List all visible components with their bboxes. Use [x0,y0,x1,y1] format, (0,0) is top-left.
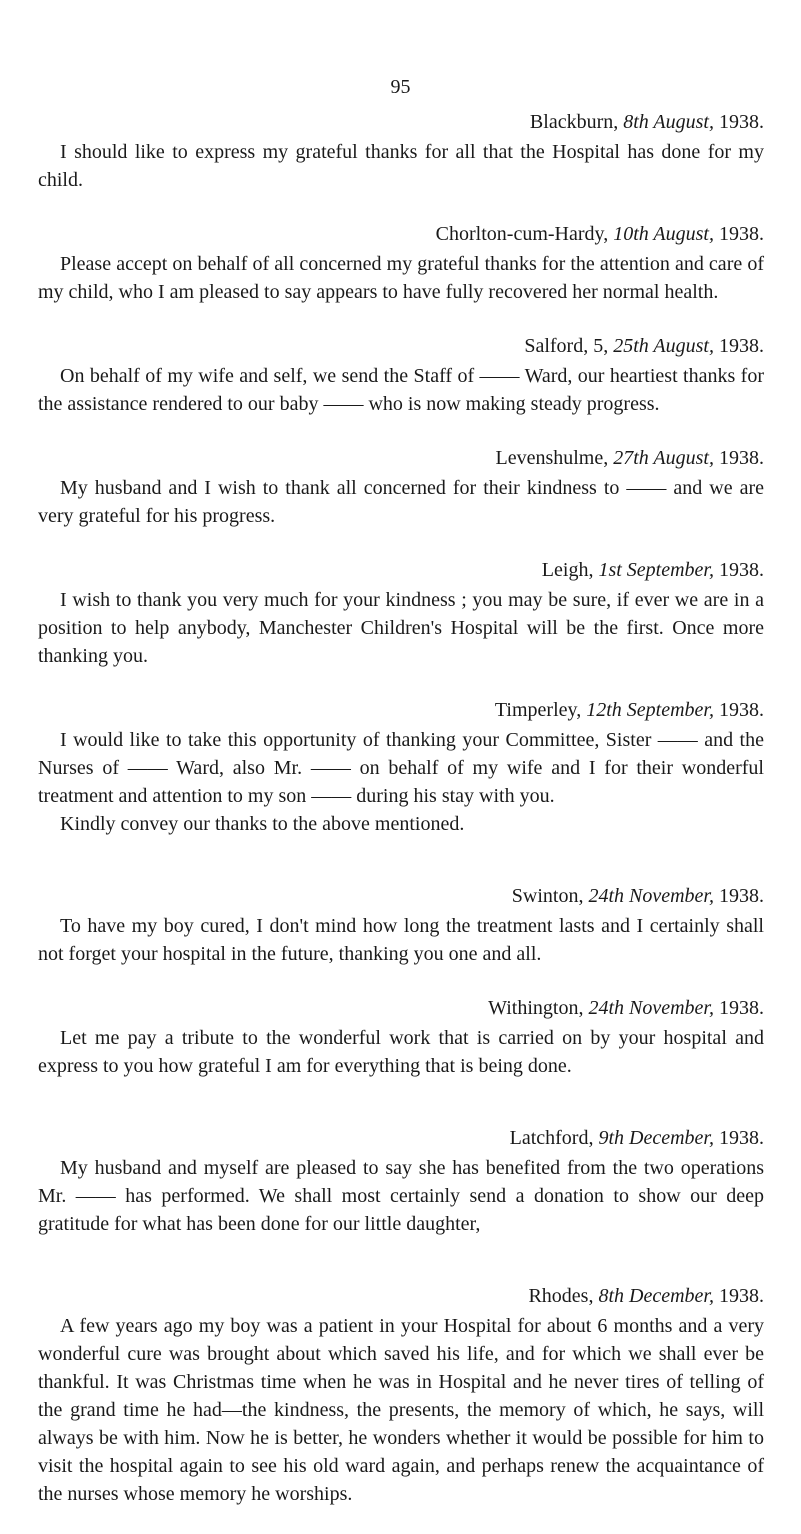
letter [38,696,764,838]
letter-date: 24th November, [588,997,714,1019]
letter-place: Latchford, [509,1127,594,1149]
letter [38,994,764,1080]
letter-date: 9th December, [598,1127,714,1149]
letter [38,1282,764,1508]
letter-year: 1938. [719,111,764,133]
letter-date: 12th September, [586,699,714,721]
letter-date: 27th August, [613,447,714,469]
letter-year: 1938. [719,885,764,907]
letter-date: 8th December, [598,1285,714,1307]
letter-paragraph: Please accept on behalf of all concerned my grateful thanks for the attention and care of my child, who I am pleased to say appears to have fully recovered her normal health. [38,253,764,303]
letter-year: 1938. [719,699,764,721]
letter-year: 1938. [719,223,764,245]
letter-heading [38,1282,764,1310]
letter-heading [38,220,764,248]
letter-place: Rhodes, [528,1285,594,1307]
letter-paragraph: Let me pay a tribute to the wonderful work that is carried on by your hospital and express to you how grateful I am for everything that is being done. [38,1027,764,1077]
letter-year: 1938. [719,447,764,469]
letter-heading [38,882,764,910]
letter [38,1124,764,1238]
letter-heading [38,1124,764,1152]
letter-heading [38,556,764,584]
letter-heading [38,444,764,472]
letter-place: Blackburn, [529,111,619,133]
letter-heading [38,696,764,724]
letter-date: 10th August, [613,223,714,245]
letter-heading [38,332,764,360]
letter [38,220,764,306]
letter-place: Chorlton-cum-Hardy, [435,223,609,245]
letter-year: 1938. [719,1285,764,1307]
letter-year: 1938. [719,997,764,1019]
letter-paragraph: I would like to take this opportunity of thanking your Committee, Sister —— and the Nurses of —— Ward, also Mr. —— on behalf of my wife and I for their wonderful treatment and attention to my son —— during his stay with you. [38,729,764,807]
letter [38,444,764,530]
page-number: 95 [390,76,411,98]
letter-place: Timperley, [494,699,582,721]
letter-paragraph: My husband and myself are pleased to say she has benefited from the two operations Mr. —— has performed. We shall most certainly send a donation to show our deep gratitude for what has been done for our little daughter, [38,1157,764,1235]
letter [38,882,764,968]
letter-place: Leigh, [541,559,594,581]
letter-paragraph: I wish to thank you very much for your kindness ; you may be sure, if ever we are in a position to help anybody, Manchester Children's Hospital will be the first. Once more thanking you. [38,589,764,667]
letter-paragraph: I should like to express my grateful thanks for all that the Hospital has done for my child. [38,141,764,191]
letter-place: Swinton, [511,885,584,907]
letter-paragraph: My husband and I wish to thank all concerned for their kindness to —— and we are very grateful for his progress. [38,477,764,527]
letter-place: Levenshulme, [495,447,609,469]
letter-paragraph: Kindly convey our thanks to the above mentioned. [60,813,465,835]
letters-list [38,108,764,1534]
letter-paragraph: To have my boy cured, I don't mind how long the treatment lasts and I certainly shall not forget your hospital in the future, thanking you one and all. [38,915,764,965]
letter [38,108,764,194]
letter-heading [38,108,764,136]
letter-heading [38,994,764,1022]
letter-place: Salford, 5, [524,335,609,357]
letter [38,332,764,418]
letter-date: 25th August, [613,335,714,357]
letter-paragraph: A few years ago my boy was a patient in your Hospital for about 6 months and a very wonderful cure was brought about which saved his life, and for which we shall ever be thankful. It was Christmas time when he was in Hospital and he never tires of telling of the grand time he had—the kindness, the presents, the memory of which, he says, will always be with him. Now he is better, he wonders whether it would be possible for him to visit the hospital again to see his old ward again, and perhaps renew the acquaintance of the nurses whose memory he worships. [38,1315,764,1505]
letter-date: 8th August, [623,111,714,133]
letter-year: 1938. [719,335,764,357]
letter-date: 24th November, [588,885,714,907]
letter-paragraph: On behalf of my wife and self, we send the Staff of —— Ward, our heartiest thanks for the assistance rendered to our baby —— who is now making steady progress. [38,365,764,415]
letter-place: Withington, [488,997,584,1019]
letter [38,556,764,670]
letter-year: 1938. [719,559,764,581]
letter-date: 1st September, [598,559,714,581]
letter-year: 1938. [719,1127,764,1149]
